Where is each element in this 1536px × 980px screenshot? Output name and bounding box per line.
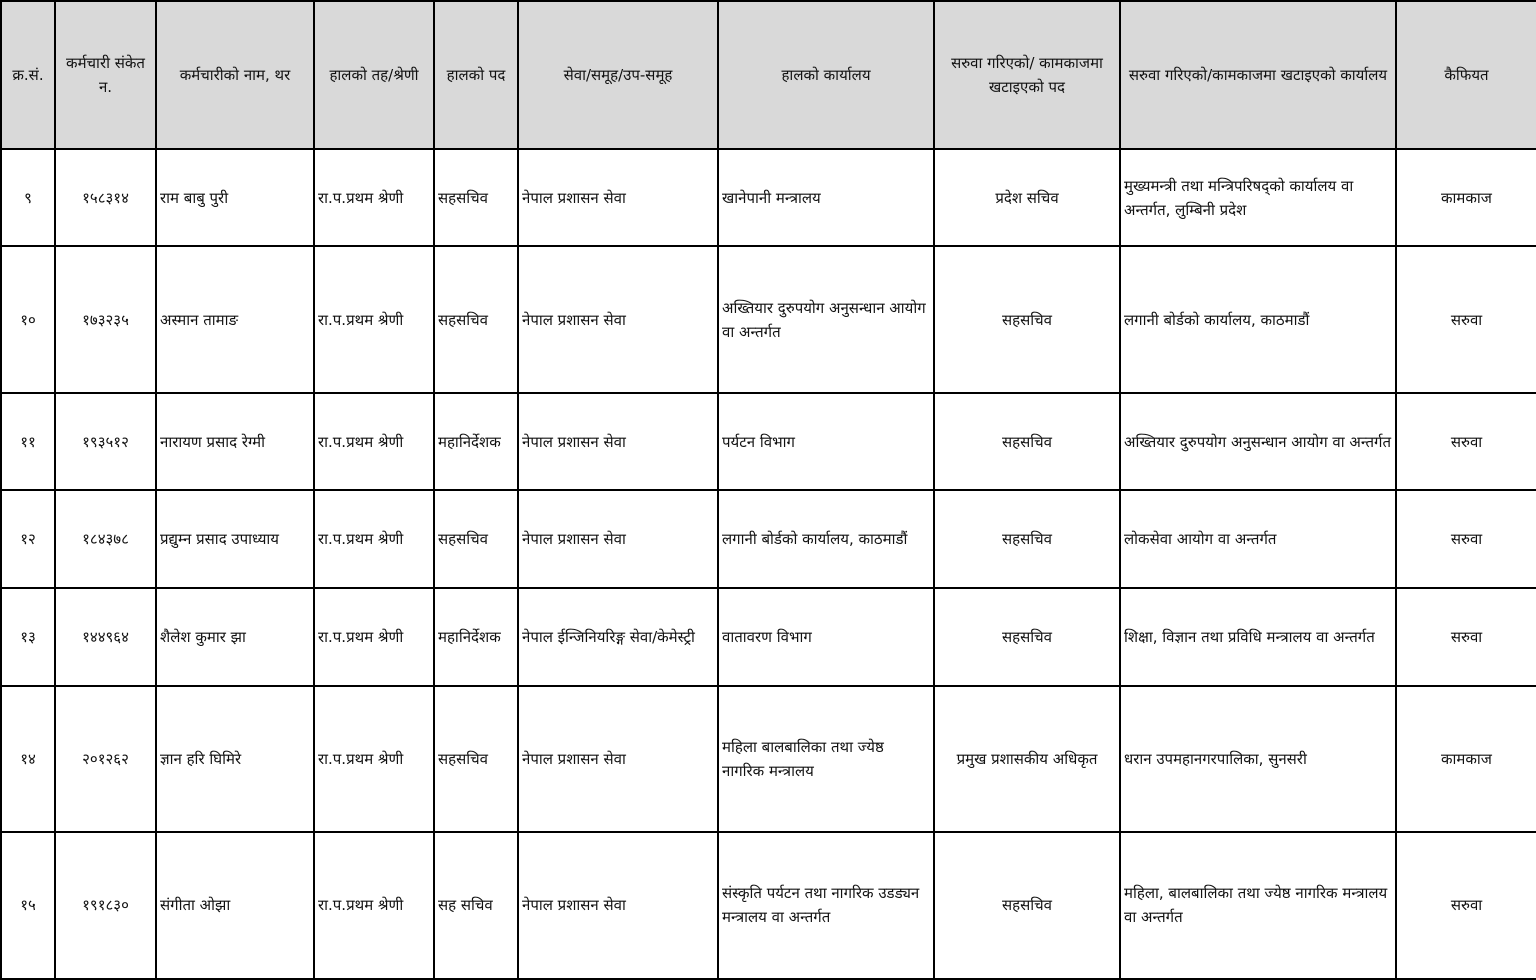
transferred-office-cell: अख्तियार दुरुपयोग अनुसन्धान आयोग वा अन्तर्गत bbox=[1120, 393, 1396, 490]
transferred-post-cell: प्रदेश सचिव bbox=[934, 149, 1120, 246]
service-group-cell: नेपाल प्रशासन सेवा bbox=[518, 832, 718, 979]
remarks-cell: सरुवा bbox=[1396, 393, 1536, 490]
serial-cell: १२ bbox=[1, 490, 55, 587]
current-office-cell: अख्तियार दुरुपयोग अनुसन्धान आयोग वा अन्तर्गत bbox=[718, 246, 934, 393]
current-office-cell: वातावरण विभाग bbox=[718, 588, 934, 686]
col-header-remarks: कैफियत bbox=[1396, 1, 1536, 149]
serial-cell: ९ bbox=[1, 149, 55, 246]
current-level-cell: रा.प.प्रथम श्रेणी bbox=[314, 832, 434, 979]
current-level-cell: रा.प.प्रथम श्रेणी bbox=[314, 490, 434, 587]
current-office-cell: संस्कृति पर्यटन तथा नागरिक उडड्यन मन्त्रालय वा अन्तर्गत bbox=[718, 832, 934, 979]
employee-code-cell: १७३२३५ bbox=[55, 246, 156, 393]
employee-code-cell: १४४९६४ bbox=[55, 588, 156, 686]
table-row bbox=[1, 490, 1536, 587]
employee-name-cell: राम बाबु पुरी bbox=[156, 149, 314, 246]
service-group-cell: नेपाल प्रशासन सेवा bbox=[518, 149, 718, 246]
employee-code-cell: १८४३७८ bbox=[55, 490, 156, 587]
employee-name-cell: शैलेश कुमार झा bbox=[156, 588, 314, 686]
service-group-cell: नेपाल प्रशासन सेवा bbox=[518, 490, 718, 587]
service-group-cell: नेपाल प्रशासन सेवा bbox=[518, 393, 718, 490]
current-level-cell: रा.प.प्रथम श्रेणी bbox=[314, 149, 434, 246]
transferred-office-cell: मुख्यमन्त्री तथा मन्त्रिपरिषद्को कार्यालय वा अन्तर्गत, लुम्बिनी प्रदेश bbox=[1120, 149, 1396, 246]
current-office-cell: खानेपानी मन्त्रालय bbox=[718, 149, 934, 246]
remarks-cell: सरुवा bbox=[1396, 490, 1536, 587]
table-row bbox=[1, 246, 1536, 393]
current-post-cell: सहसचिव bbox=[434, 490, 518, 587]
remarks-cell: सरुवा bbox=[1396, 246, 1536, 393]
serial-cell: १५ bbox=[1, 832, 55, 979]
remarks-cell: कामकाज bbox=[1396, 149, 1536, 246]
current-post-cell: महानिर्देशक bbox=[434, 588, 518, 686]
transferred-office-cell: शिक्षा, विज्ञान तथा प्रविधि मन्त्रालय वा अन्तर्गत bbox=[1120, 588, 1396, 686]
table-row bbox=[1, 588, 1536, 686]
service-group-cell: नेपाल प्रशासन सेवा bbox=[518, 246, 718, 393]
current-office-cell: महिला बालबालिका तथा ज्येष्ठ नागरिक मन्त्रालय bbox=[718, 686, 934, 832]
employee-name-cell: ज्ञान हरि घिमिरे bbox=[156, 686, 314, 832]
current-level-cell: रा.प.प्रथम श्रेणी bbox=[314, 246, 434, 393]
header-row bbox=[1, 1, 1536, 149]
col-header-current-post: हालको पद bbox=[434, 1, 518, 149]
current-level-cell: रा.प.प्रथम श्रेणी bbox=[314, 393, 434, 490]
current-post-cell: सहसचिव bbox=[434, 149, 518, 246]
employee-code-cell: १५८३१४ bbox=[55, 149, 156, 246]
transferred-office-cell: महिला, बालबालिका तथा ज्येष्ठ नागरिक मन्त्रालय वा अन्तर्गत bbox=[1120, 832, 1396, 979]
transferred-post-cell: सहसचिव bbox=[934, 246, 1120, 393]
transferred-post-cell: सहसचिव bbox=[934, 393, 1120, 490]
table-row bbox=[1, 686, 1536, 832]
col-header-employee-name: कर्मचारीको नाम, थर bbox=[156, 1, 314, 149]
employee-code-cell: २०१२६२ bbox=[55, 686, 156, 832]
employee-code-cell: १९१८३० bbox=[55, 832, 156, 979]
employee-code-cell: १९३५१२ bbox=[55, 393, 156, 490]
service-group-cell: नेपाल ईन्जिनियरिङ्ग सेवा/केमेस्ट्री bbox=[518, 588, 718, 686]
transferred-post-cell: सहसचिव bbox=[934, 490, 1120, 587]
current-post-cell: सहसचिव bbox=[434, 246, 518, 393]
current-post-cell: महानिर्देशक bbox=[434, 393, 518, 490]
remarks-cell: सरुवा bbox=[1396, 832, 1536, 979]
transferred-office-cell: लोकसेवा आयोग वा अन्तर्गत bbox=[1120, 490, 1396, 587]
current-office-cell: लगानी बोर्डको कार्यालय, काठमाडौं bbox=[718, 490, 934, 587]
service-group-cell: नेपाल प्रशासन सेवा bbox=[518, 686, 718, 832]
current-post-cell: सह सचिव bbox=[434, 832, 518, 979]
remarks-cell: सरुवा bbox=[1396, 588, 1536, 686]
current-post-cell: सहसचिव bbox=[434, 686, 518, 832]
serial-cell: १० bbox=[1, 246, 55, 393]
col-header-current-level: हालको तह/श्रेणी bbox=[314, 1, 434, 149]
transferred-post-cell: सहसचिव bbox=[934, 588, 1120, 686]
table-row bbox=[1, 393, 1536, 490]
col-header-current-office: हालको कार्यालय bbox=[718, 1, 934, 149]
transferred-post-cell: सहसचिव bbox=[934, 832, 1120, 979]
col-header-service-group: सेवा/समूह/उप-समूह bbox=[518, 1, 718, 149]
transferred-post-cell: प्रमुख प्रशासकीय अधिकृत bbox=[934, 686, 1120, 832]
serial-cell: १३ bbox=[1, 588, 55, 686]
transferred-office-cell: लगानी बोर्डको कार्यालय, काठमाडौं bbox=[1120, 246, 1396, 393]
serial-cell: ११ bbox=[1, 393, 55, 490]
transferred-office-cell: धरान उपमहानगरपालिका, सुनसरी bbox=[1120, 686, 1396, 832]
employee-name-cell: नारायण प्रसाद रेग्मी bbox=[156, 393, 314, 490]
employee-name-cell: प्रद्युम्न प्रसाद उपाध्याय bbox=[156, 490, 314, 587]
col-header-transferred-post: सरुवा गरिएको/ कामकाजमा खटाइएको पद bbox=[934, 1, 1120, 149]
current-level-cell: रा.प.प्रथम श्रेणी bbox=[314, 588, 434, 686]
employee-name-cell: अस्मान तामाङ bbox=[156, 246, 314, 393]
col-header-employee-code: कर्मचारी संकेत न. bbox=[55, 1, 156, 149]
current-level-cell: रा.प.प्रथम श्रेणी bbox=[314, 686, 434, 832]
remarks-cell: कामकाज bbox=[1396, 686, 1536, 832]
employee-name-cell: संगीता ओझा bbox=[156, 832, 314, 979]
table-row bbox=[1, 832, 1536, 979]
current-office-cell: पर्यटन विभाग bbox=[718, 393, 934, 490]
col-header-transferred-office: सरुवा गरिएको/कामकाजमा खटाइएको कार्यालय bbox=[1120, 1, 1396, 149]
serial-cell: १४ bbox=[1, 686, 55, 832]
table-row bbox=[1, 149, 1536, 246]
col-header-serial: क्र.सं. bbox=[1, 1, 55, 149]
